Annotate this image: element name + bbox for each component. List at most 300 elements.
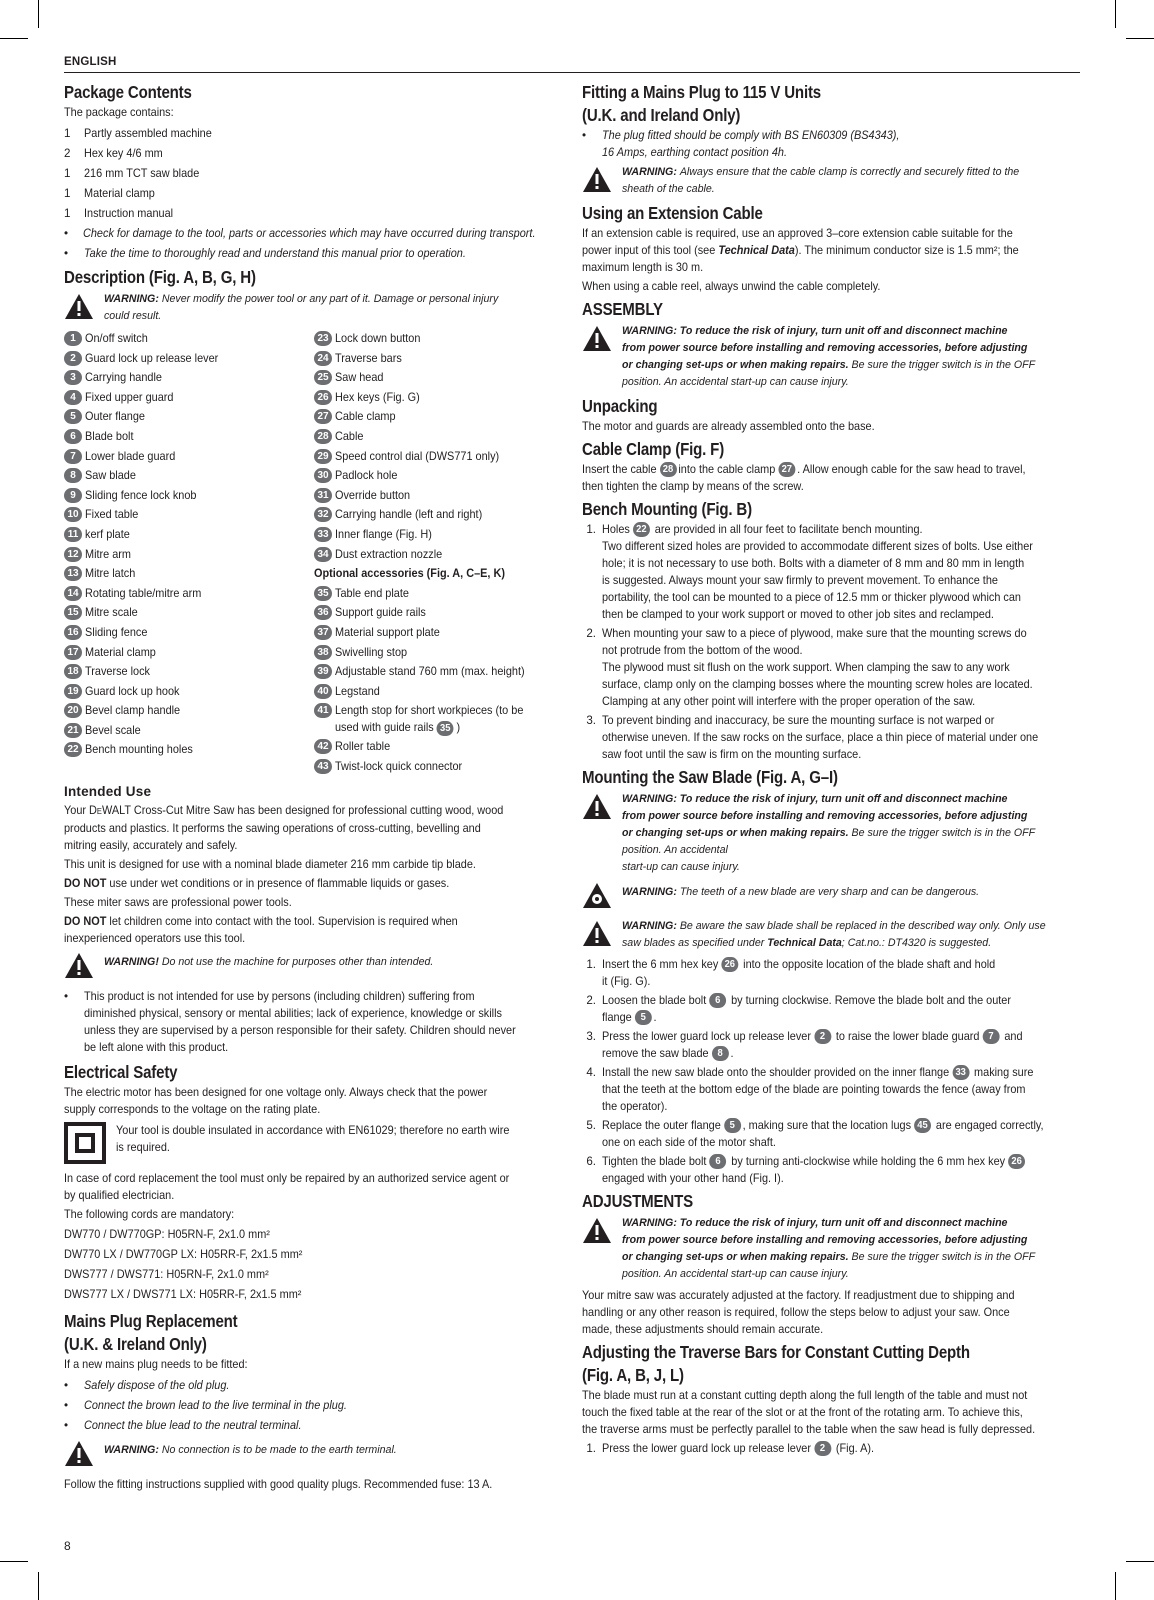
section-title-mains-plug: Mains Plug Replacement <box>64 1311 238 1332</box>
emphasis: DO NOT <box>64 877 107 891</box>
cable-clamp-text: into the cable clamp <box>678 463 776 476</box>
step-text: not protrude from the bottom of the wood. <box>602 644 803 657</box>
part-label: Bevel scale <box>85 723 141 737</box>
step-text: engaged with your other hand (Fig. I). <box>602 1172 784 1185</box>
step-number: 4. <box>586 1066 596 1079</box>
part-item <box>314 349 564 369</box>
extension-text: ). The minimum conductor size is 1.5 mm²; the <box>794 244 1019 257</box>
warning-block <box>64 291 564 325</box>
part-number-badge: 42 <box>314 739 332 754</box>
step-text: remove the saw blade <box>602 1047 709 1060</box>
section-title-traverse-bars: Adjusting the Traverse Bars for Constant Cutting Depth <box>582 1342 970 1362</box>
step-text: by turning anti-clockwise while holding the 6 mm hex key <box>731 1155 1006 1168</box>
step-text: are provided in all four feet to facilitate bench mounting. <box>654 523 923 536</box>
reference-link: Technical Data <box>767 937 842 949</box>
part-item <box>314 368 564 388</box>
part-number-badge: 30 <box>314 468 332 483</box>
part-ref-badge: 33 <box>952 1065 969 1080</box>
intended-text: These miter saws are professional power tools. <box>64 896 292 910</box>
part-label: Adjustable stand 760 mm (max. height) <box>335 665 525 679</box>
warning-block <box>64 950 564 984</box>
part-ref-badge: 7 <box>982 1029 999 1044</box>
part-label: Lock down button <box>335 332 421 345</box>
adjustments-text: made, these adjustments should remain accurate. <box>582 1323 824 1336</box>
part-label: Speed control dial (DWS771 only) <box>335 449 500 463</box>
section-subtitle-traverse-bars: (Fig. A, B, J, L) <box>582 1365 684 1385</box>
bullet-item <box>64 243 564 263</box>
step-text: Two different sized holes are provided to accommodate different sizes of bolts. Use either <box>602 540 1033 553</box>
step-number: 3. <box>586 1030 596 1043</box>
bullet-text: be left alone with this product. <box>84 1041 229 1055</box>
section-title-package: Package Contents <box>64 82 192 102</box>
part-item <box>314 757 564 777</box>
bullet-item <box>64 223 564 243</box>
warning-text: The teeth of a new blade are very sharp and can be dangerous. <box>679 886 980 898</box>
part-ref-badge: 6 <box>709 1154 726 1169</box>
insulation-text: is required. <box>116 1141 170 1155</box>
part-label: Fixed upper guard <box>85 390 174 404</box>
step-text: that the teeth at the bottom edge of the blade are pointing towards the fence (away from <box>602 1083 1026 1096</box>
part-item <box>314 603 564 623</box>
part-label: Legstand <box>335 684 380 698</box>
step-item <box>582 992 1082 1026</box>
part-label: Table end plate <box>335 586 409 600</box>
warning-text: sheath of the cable. <box>622 183 715 195</box>
part-item <box>64 368 314 388</box>
part-number-badge: 10 <box>64 507 82 522</box>
warning-block <box>582 880 1082 914</box>
bullet-text: Check for damage to the tool, parts or accessories which may have occurred during transport. <box>82 226 536 240</box>
part-item <box>64 329 314 349</box>
mains-intro: If a new mains plug needs to be fitted: <box>64 1358 248 1372</box>
traverse-steps <box>582 1440 1082 1457</box>
electrical-text: supply corresponds to the voltage on the rating plate. <box>64 1103 321 1117</box>
extension-text: If an extension cable is required, use an approved 3–core extension cable suitable for the <box>582 227 1013 240</box>
part-number-badge: 8 <box>64 468 82 483</box>
bullet-dot: • <box>64 246 69 260</box>
warning-label: WARNING: <box>622 920 677 932</box>
warning-text: Do not use the machine for purposes other than intended. <box>161 956 434 969</box>
part-label: used with guide rails <box>335 721 434 735</box>
crop-mark <box>1126 38 1154 39</box>
traverse-text: touch the fixed table at the rear of the slot or at the front of the rotating arm. To achieve this, <box>582 1406 1023 1419</box>
part-label: Padlock hole <box>335 469 398 483</box>
part-item <box>314 701 564 737</box>
warning-triangle-icon <box>64 1438 104 1472</box>
cord-spec: DWS777 / DWS771: H05RN-F, 2x1.0 mm² <box>64 1268 269 1282</box>
sharp-blade-warning-icon <box>582 880 622 914</box>
package-qty: 1 <box>64 166 71 180</box>
warning-block <box>582 918 1082 952</box>
section-title-adjustments: ADJUSTMENTS <box>582 1191 693 1211</box>
warning-text: position. An accidental start-up can cause injury. <box>622 376 849 388</box>
part-number-badge: 26 <box>314 390 332 405</box>
part-label: Bench mounting holes <box>85 743 193 757</box>
warning-block <box>64 1438 564 1472</box>
part-label: Saw head <box>335 371 384 385</box>
step-text: by turning clockwise. Remove the blade bolt and the outer <box>731 994 1012 1007</box>
step-text: is suggested. Always mount your saw firmly to prevent movement. To enhance the <box>602 574 998 587</box>
package-item <box>64 143 564 163</box>
part-number-badge: 35 <box>314 586 332 601</box>
intended-text: let children come into contact with the tool. Supervision is required when <box>109 915 458 929</box>
step-number: 3. <box>586 714 596 727</box>
part-number-badge: 32 <box>314 507 332 522</box>
part-item <box>314 388 564 408</box>
step-number: 5. <box>586 1119 596 1132</box>
part-number-badge: 25 <box>314 370 332 385</box>
part-label: Sliding fence lock knob <box>85 488 197 502</box>
step-text: the operator). <box>602 1100 668 1113</box>
part-label: Dust extraction nozzle <box>335 547 443 561</box>
warning-label: WARNING: <box>104 293 159 305</box>
step-text: To prevent binding and inaccuracy, be sure the mounting surface is not warped or <box>602 714 995 727</box>
cord-spec: DW770 LX / DW770GP LX: H05RR-F, 2x1.5 mm² <box>64 1248 303 1262</box>
part-number-badge: 1 <box>64 331 82 346</box>
part-number-badge: 4 <box>64 390 82 405</box>
part-label: Lower blade guard <box>85 449 176 463</box>
part-item <box>314 643 564 663</box>
bullet-text: diminished physical, sensory or mental abilities; lack of experience, knowledge or skills <box>84 1007 502 1021</box>
step-text: hole; it is not necessary to use both. Bolts with a diameter of 8 mm and 80 mm in length <box>602 557 1025 570</box>
part-item <box>314 682 564 702</box>
package-item <box>64 123 564 143</box>
part-number-badge: 3 <box>64 370 82 385</box>
package-item-label: Instruction manual <box>84 206 174 220</box>
step-text: Clamping at any other point will interfere with the proper operation of the saw. <box>602 695 976 708</box>
step-text: into the opposite location of the blade shaft and hold <box>743 958 996 971</box>
intended-paragraph <box>64 875 534 892</box>
part-number-badge: 34 <box>314 547 332 562</box>
warning-text: Never modify the power tool or any part of it. Damage or personal injury <box>161 293 499 305</box>
extension-text: maximum length is 30 m. <box>582 261 704 274</box>
part-item <box>64 505 314 525</box>
warning-text: saw blades as specified under <box>622 937 765 949</box>
cable-clamp-text: . Allow enough cable for the saw head to travel, <box>797 463 1026 476</box>
part-ref-badge: 27 <box>778 462 795 477</box>
bullet-item <box>64 1395 564 1415</box>
part-number-badge: 41 <box>314 703 332 718</box>
warning-text: Be sure the trigger switch is in the OFF <box>851 1251 1036 1263</box>
part-label: Length stop for short workpieces (to be <box>335 704 524 718</box>
intended-text: use under wet conditions or in presence of flammable liquids or gases. <box>109 877 450 891</box>
part-number-badge: 23 <box>314 331 332 346</box>
part-number-badge: 43 <box>314 759 332 774</box>
step-item <box>582 956 1082 990</box>
cord-spec: DWS777 LX / DWS771 LX: H05RR-F, 2x1.5 mm² <box>64 1288 302 1302</box>
warning-text: from power source before installing and removing accessories, before adjusting <box>622 810 1028 822</box>
part-label: Saw blade <box>85 469 136 483</box>
step-item <box>582 1117 1082 1151</box>
left-column <box>64 78 564 1495</box>
bullet-text: Connect the brown lead to the live terminal in the plug. <box>84 1398 347 1412</box>
part-number-badge: 20 <box>64 703 82 718</box>
part-item <box>64 643 314 663</box>
bullet-text: This product is not intended for use by persons (including children) suffering from <box>84 990 475 1004</box>
part-item <box>64 623 314 643</box>
step-item <box>582 521 1082 623</box>
part-item <box>64 662 314 682</box>
bullet-text: The plug fitted should be comply with BS EN60309 (BS4343), <box>602 129 900 142</box>
warning-text: or changing set-ups or when making repairs. <box>622 1251 849 1263</box>
step-text: it (Fig. G). <box>602 975 651 988</box>
step-text: Replace the outer flange <box>602 1119 721 1132</box>
crop-mark <box>0 1561 28 1562</box>
bullet-dot: • <box>582 129 587 142</box>
part-item <box>314 737 564 757</box>
bullet-dot: • <box>64 1378 69 1392</box>
right-column <box>582 78 1082 1459</box>
part-number-badge: 37 <box>314 625 332 640</box>
part-item <box>314 545 564 565</box>
part-number-badge: 36 <box>314 605 332 620</box>
part-number-badge: 2 <box>64 351 82 366</box>
bullet-dot: • <box>64 1398 69 1412</box>
part-item <box>64 447 314 467</box>
bullet-text: unless they are supervised by a person responsible for their safety. Children should never <box>84 1024 516 1038</box>
mains-bullets <box>64 1375 564 1435</box>
bullet-text: Connect the blue lead to the neutral terminal. <box>84 1418 302 1432</box>
bullet-dot: • <box>64 226 69 240</box>
part-item <box>314 525 564 545</box>
part-ref-badge: 2 <box>814 1029 831 1044</box>
bullet-dot: • <box>64 990 69 1004</box>
warning-text: Be sure the trigger switch is in the OFF <box>851 827 1036 839</box>
part-item <box>64 388 314 408</box>
part-item <box>64 701 314 721</box>
step-text: Press the lower guard lock up release lever <box>602 1030 811 1043</box>
warning-label: WARNING: <box>104 1444 159 1457</box>
part-number-badge: 5 <box>64 409 82 424</box>
intended-text: This unit is designed for use with a nominal blade diameter 216 mm carbide tip blade. <box>64 858 476 872</box>
mains-footer: Follow the fitting instructions supplied with good quality plugs. Recommended fuse: 13 A. <box>64 1478 493 1492</box>
warning-triangle-icon <box>582 918 622 952</box>
package-item-label: Material clamp <box>84 186 155 200</box>
header-rule <box>64 72 1080 73</box>
part-number-badge: 16 <box>64 625 82 640</box>
cord-list <box>64 1225 564 1305</box>
part-label: Override button <box>335 488 411 502</box>
insulation-text: Your tool is double insulated in accordance with EN61029; therefore no earth wire <box>116 1124 510 1138</box>
part-label: Fixed table <box>85 508 139 522</box>
package-qty: 2 <box>64 146 71 160</box>
intended-paragraph <box>64 913 534 947</box>
section-title-cable-clamp: Cable Clamp (Fig. F) <box>582 439 725 459</box>
package-item <box>64 183 564 203</box>
step-text: Insert the 6 mm hex key <box>602 958 719 971</box>
part-ref-badge: 5 <box>635 1010 652 1025</box>
warning-text: WARNING: To reduce the risk of injury, turn unit off and disconnect machine <box>622 1217 1008 1229</box>
part-label: Roller table <box>335 740 391 754</box>
step-item <box>582 1028 1082 1062</box>
section-title-unpacking: Unpacking <box>582 396 658 416</box>
part-label: Carrying handle (left and right) <box>335 508 483 522</box>
part-label: Inner flange (Fig. H) <box>335 527 432 541</box>
warning-triangle-icon <box>582 323 622 391</box>
part-label: Cable clamp <box>335 410 396 424</box>
part-number-badge: 39 <box>314 664 332 679</box>
warning-text: or changing set-ups or when making repairs. <box>622 827 849 839</box>
step-text: Loosen the blade bolt <box>602 994 707 1007</box>
part-item <box>314 427 564 447</box>
warning-text: No connection is to be made to the earth terminal. <box>161 1444 397 1457</box>
section-subtitle-fitting-plug: (U.K. and Ireland Only) <box>582 105 741 125</box>
warning-block <box>582 323 1082 391</box>
cable-clamp-paragraph <box>582 461 1052 495</box>
section-title-fitting-plug: Fitting a Mains Plug to 115 V Units <box>582 82 821 102</box>
step-item <box>582 712 1082 763</box>
double-insulation-icon <box>64 1122 106 1164</box>
part-label: Material clamp <box>85 645 156 659</box>
brand-text: E <box>96 807 102 817</box>
part-label: Outer flange <box>85 410 145 424</box>
step-text: are engaged correctly, <box>935 1119 1044 1132</box>
part-item <box>64 486 314 506</box>
bullet-text: Safely dispose of the old plug. <box>84 1378 230 1392</box>
part-ref-badge: 8 <box>712 1046 729 1061</box>
step-number: 1. <box>586 1442 596 1455</box>
bullet-item <box>64 1375 564 1395</box>
warning-triangle-icon <box>582 1215 622 1283</box>
adjustments-text: handling or any other reason is required, follow the steps below to adjust your saw. Once <box>582 1306 1010 1319</box>
warning-label: WARNING! <box>104 956 159 969</box>
warning-text: start-up can cause injury. <box>622 861 740 873</box>
intended-text: mitring easily, accurately and safely. <box>64 839 238 853</box>
crop-mark <box>38 0 39 28</box>
intended-text: WALT Cross-Cut Mitre Saw has been designed for professional cutting wood, wood <box>101 804 504 818</box>
part-label: Traverse bars <box>335 351 402 365</box>
part-label: Sliding fence <box>85 625 148 639</box>
traverse-text: the traverse arms must be perfectly parallel to the table when the saw head is fully depressed. <box>582 1423 1036 1436</box>
electrical-text: The following cords are mandatory: <box>64 1208 235 1222</box>
part-ref-badge: 22 <box>633 522 650 537</box>
part-number-badge: 22 <box>64 742 82 757</box>
part-number-badge: 27 <box>314 409 332 424</box>
step-number: 6. <box>586 1155 596 1168</box>
part-label: Mitre scale <box>85 606 138 620</box>
emphasis: DO NOT <box>64 915 107 929</box>
part-number-badge: 28 <box>314 429 332 444</box>
part-label: Support guide rails <box>335 606 426 620</box>
part-item <box>64 603 314 623</box>
step-item <box>582 1440 1082 1457</box>
part-item <box>314 662 564 682</box>
step-text: Holes <box>602 523 630 536</box>
part-number-badge: 18 <box>64 664 82 679</box>
bullet-text: Take the time to thoroughly read and understand this manual prior to operation. <box>84 246 466 260</box>
parts-column-right <box>314 329 564 776</box>
section-title-intended-use: Intended Use <box>64 784 152 800</box>
bullet-dot: • <box>64 1418 69 1432</box>
warning-triangle-icon <box>582 164 622 198</box>
part-item <box>314 486 564 506</box>
part-ref-badge: 26 <box>721 957 738 972</box>
part-label: Swivelling stop <box>335 645 408 659</box>
step-text: The plywood must sit flush on the work support. When clamping the saw to any work <box>602 661 1010 674</box>
extension-text: power input of this tool (see <box>582 244 719 257</box>
part-ref-badge: 26 <box>1008 1154 1025 1169</box>
part-ref-badge: 35 <box>437 721 454 736</box>
part-ref-badge: 2 <box>814 1441 831 1456</box>
step-text: surface, clamp only on the clamping bosses where the mounting screw holes are located. <box>602 678 1033 691</box>
section-title-bench-mounting: Bench Mounting (Fig. B) <box>582 499 752 519</box>
package-item-label: Hex key 4/6 mm <box>84 146 163 160</box>
warning-text: WARNING: To reduce the risk of injury, turn unit off and disconnect machine <box>622 325 1008 337</box>
part-item <box>64 740 314 760</box>
crop-mark <box>1115 0 1116 28</box>
bullet-item <box>64 1415 564 1435</box>
warning-text: position. An accidental <box>622 844 728 856</box>
traverse-paragraph <box>582 1387 1052 1438</box>
part-number-badge: 12 <box>64 547 82 562</box>
warning-triangle-icon <box>64 291 104 325</box>
package-item-label: Partly assembled machine <box>84 126 212 140</box>
section-title-description: Description (Fig. A, B, G, H) <box>64 267 256 287</box>
part-label: Mitre latch <box>85 567 136 581</box>
step-text: . <box>653 1011 657 1024</box>
part-number-badge: 24 <box>314 351 332 366</box>
step-text: portability, the tool can be mounted to a piece of 12.5 mm or thicker plywood which can <box>602 591 1022 604</box>
reference-link: Technical Data <box>718 244 795 257</box>
step-text: otherwise uneven. If the saw rocks on the surface, place a thin piece of material under one <box>602 731 1039 744</box>
warning-text: from power source before installing and removing accessories, before adjusting <box>622 342 1028 354</box>
part-label: kerf plate <box>85 527 130 541</box>
step-item <box>582 1064 1082 1115</box>
part-ref-badge: 6 <box>709 993 726 1008</box>
part-number-badge: 15 <box>64 605 82 620</box>
part-item <box>64 525 314 545</box>
bullet-item <box>582 127 1082 161</box>
electrical-paragraph <box>64 1170 534 1204</box>
crop-mark <box>1126 1561 1154 1562</box>
bench-steps <box>582 521 1082 763</box>
step-number: 1. <box>586 523 596 536</box>
section-title-mounting-blade: Mounting the Saw Blade (Fig. A, G–I) <box>582 767 838 787</box>
bullet-item <box>64 988 564 1056</box>
part-number-badge: 11 <box>64 527 82 542</box>
page-number: 8 <box>64 1539 71 1553</box>
step-text: to raise the lower blade guard <box>835 1030 980 1043</box>
part-number-badge: 31 <box>314 488 332 503</box>
part-label: Mitre arm <box>85 547 132 561</box>
part-item <box>64 682 314 702</box>
package-bullets <box>64 223 564 263</box>
warning-triangle-icon <box>64 950 104 984</box>
part-item <box>64 564 314 584</box>
warning-text: Be aware the saw blade shall be replaced in the described way only. Only use <box>679 920 1046 932</box>
part-label: Rotating table/mitre arm <box>85 586 202 600</box>
bullet-text: 16 Amps, earthing contact position 4h. <box>602 146 787 159</box>
part-number-badge: 21 <box>64 723 82 738</box>
warning-triangle-icon <box>582 791 622 876</box>
brand-text: Your D <box>64 804 97 818</box>
part-number-badge: 19 <box>64 684 82 699</box>
step-text: , making sure that the location lugs <box>742 1119 912 1132</box>
adjustments-paragraph <box>582 1287 1052 1338</box>
crop-mark <box>38 1572 39 1600</box>
cable-clamp-text: then tighten the clamp by means of the screw. <box>582 480 804 493</box>
part-label: Blade bolt <box>85 429 134 443</box>
electrical-text: The electric motor has been designed for one voltage only. Always check that the power <box>64 1086 488 1100</box>
warning-text: ; Cat.no.: DT4320 is suggested. <box>841 937 992 949</box>
crop-mark <box>1115 1572 1116 1600</box>
double-insulation-block <box>64 1122 564 1164</box>
part-ref-badge: 5 <box>724 1118 741 1133</box>
part-item <box>314 505 564 525</box>
part-label: Twist-lock quick connector <box>335 759 463 773</box>
warning-text: position. An accidental start-up can cause injury. <box>622 1268 849 1280</box>
step-text: and <box>1004 1030 1023 1043</box>
